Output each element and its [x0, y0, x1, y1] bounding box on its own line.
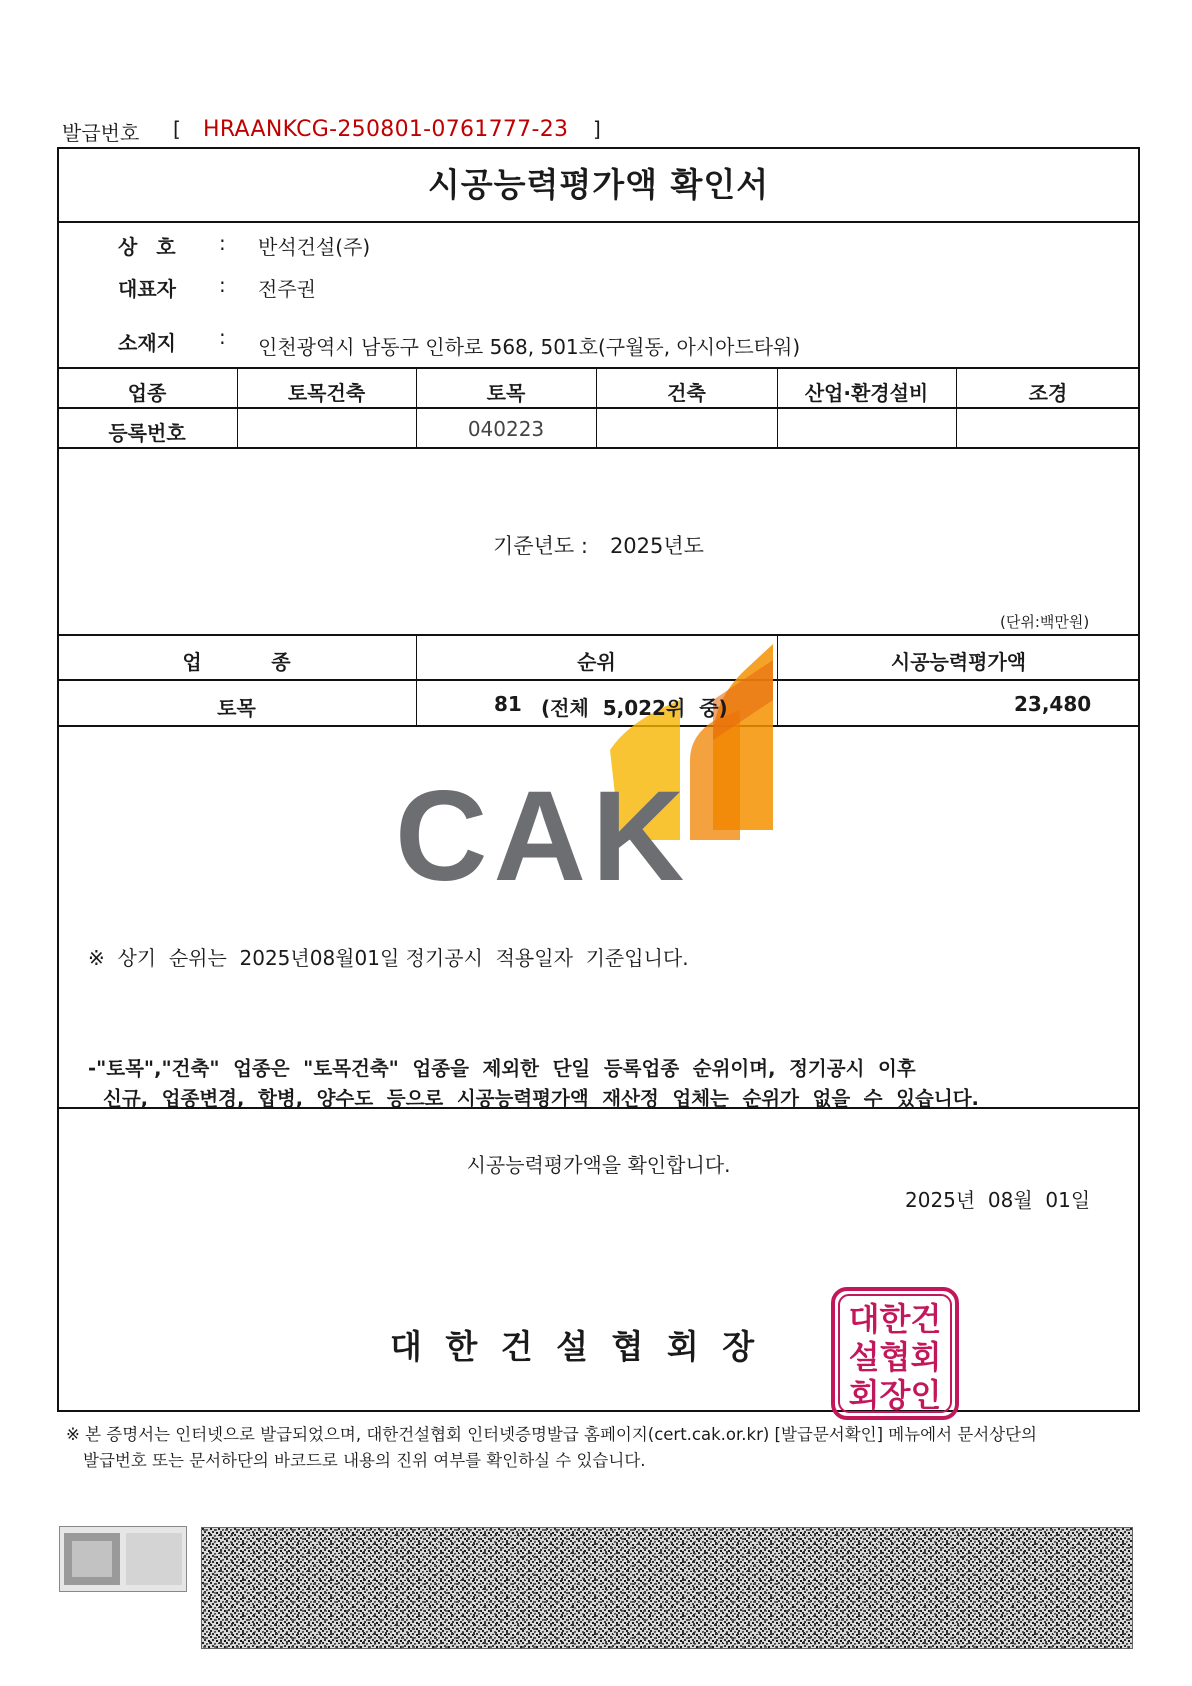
address-label: 소재지: [118, 331, 176, 355]
issue-date: 2025년 08월 01일: [905, 1188, 1091, 1212]
cak-logo-text: CAK: [395, 765, 691, 890]
registration-bottom-divider: [57, 447, 1140, 449]
official-seal: [830, 1286, 960, 1421]
ranking-note-line2: 신규, 업종변경, 합병, 양수도 등으로 시공능력평가액 재산정 업체는 순위가 없을 수 있습니다.: [103, 1087, 979, 1110]
two-dimensional-barcode: [201, 1527, 1133, 1649]
company-name-label: 상 호: [118, 235, 182, 259]
issue-number-label: 발급번호: [62, 121, 140, 145]
reg-header-civil-architecture: 토목건축: [287, 381, 366, 405]
rank-row-rank-note: (전체 5,022위 중): [541, 696, 728, 720]
document-title: 시공능력평가액 확인서: [427, 165, 770, 204]
registration-header-divider: [57, 407, 1140, 409]
reg-header-industrial-environmental: 산업·환경설비: [804, 381, 929, 405]
rank-row-industry: 토목: [217, 696, 256, 720]
base-year-label: 기준년도 :: [493, 534, 588, 558]
small-barcode: [59, 1526, 187, 1592]
company-name: 반석건설(주): [258, 235, 371, 259]
base-year: [57, 530, 1140, 560]
seal-text-line3: 회장인: [848, 1376, 942, 1414]
seal-text-line1: 대한건: [848, 1300, 942, 1338]
title-divider: [57, 221, 1140, 223]
rank-header-industry: 업 종: [182, 650, 291, 674]
rank-header-rank: 순위: [577, 650, 616, 674]
reg-header-civil: 토목: [486, 381, 526, 405]
rank-row-rank: 81: [494, 692, 522, 716]
rank-header-amount: 시공능력평가액: [890, 650, 1027, 674]
ranking-basis-note: ※ 상기 순위는 2025년08월01일 정기공시 적용일자 기준입니다.: [88, 946, 689, 970]
company-address: 인천광역시 남동구 인하로 568, 501호(구월동, 아시아드타워): [258, 335, 801, 359]
unit-label: (단위:백만원): [1000, 613, 1090, 631]
reg-header-industry: 업종: [127, 381, 167, 405]
seal-text-line2: 설협회: [848, 1338, 942, 1376]
cak-logo: [395, 640, 795, 890]
reg-value-civil: 040223: [467, 417, 545, 441]
representative-name: 전주권: [258, 277, 316, 301]
representative-label: 대표자: [118, 277, 176, 301]
footer-note-line2: 발급번호 또는 문서하단의 바코드로 내용의 진위 여부를 확인하실 수 있습니다.: [83, 1451, 646, 1470]
issue-number: HRAANKCG-250801-0761777-23: [203, 117, 569, 142]
colon: :: [219, 231, 226, 255]
footer-note-line1: ※ 본 증명서는 인터넷으로 발급되었으며, 대한건설협회 인터넷증명발급 홈페이지(cert.cak.or.kr) [발급문서확인] 메뉴에서 문서상단의: [66, 1425, 1037, 1444]
base-year-value: 2025년도: [609, 534, 704, 558]
reg-header-architecture: 건축: [667, 381, 706, 405]
colon: :: [219, 325, 226, 349]
reg-row-label: 등록번호: [108, 421, 186, 445]
company-info-divider: [57, 367, 1140, 369]
reg-header-landscape: 조경: [1028, 381, 1068, 405]
ranking-top-divider: [57, 634, 1140, 636]
issue-number-open-bracket: [: [173, 117, 181, 141]
ranking-note-line1: -"토목","건축" 업종은 "토목건축" 업종을 제외한 단일 등록업종 순위이며, 정기공시 이후: [88, 1057, 916, 1080]
rank-row-amount: 23,480: [1014, 692, 1092, 716]
footer-note: [66, 1422, 1037, 1474]
colon: :: [219, 273, 226, 297]
issue-number-close-bracket: ]: [593, 117, 601, 141]
confirmation-text: 시공능력평가액을 확인합니다.: [466, 1153, 731, 1177]
issuer-name: 대 한 건 설 협 회 장: [390, 1327, 761, 1366]
